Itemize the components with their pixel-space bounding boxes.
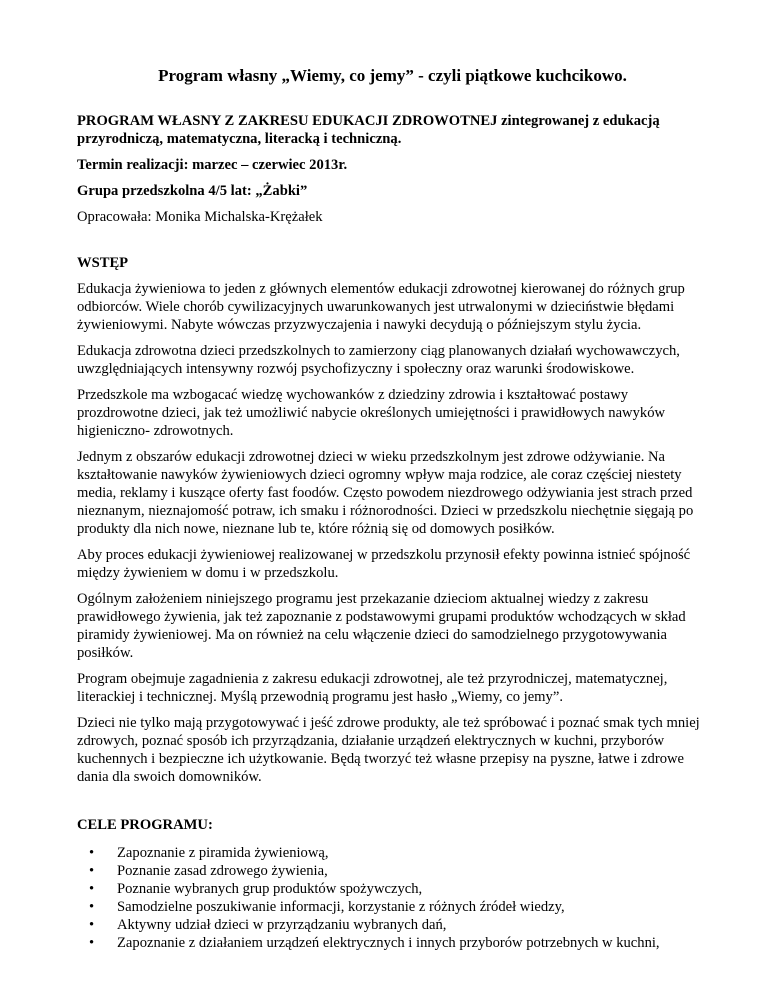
intro-heading: WSTĘP: [77, 255, 129, 271]
bullet-icon: •: [89, 899, 95, 915]
group-line: Grupa przedszkolna 4/5 lat: „Żabki”: [77, 183, 308, 199]
list-item: [89, 862, 708, 880]
document-title: Program własny „Wiemy, co jemy” - czyli piątkowe kuchcikowo.: [158, 66, 627, 85]
goals-heading: CELE PROGRAMU:: [77, 817, 213, 833]
bullet-icon: •: [89, 863, 95, 879]
bullet-icon: •: [89, 917, 95, 933]
program-line: PROGRAM WŁASNY Z ZAKRESU EDUKACJI ZDROWOTNEJ zintegrowanej z edukacją przyrodniczą, matematyczna, literacką i techniczną.: [77, 113, 660, 147]
paragraph: Przedszkole ma wzbogacać wiedzę wychowanków z dziedziny zdrowia i kształtować postawy prozdrowotne dzieci, jak też umożliwić nabycie określonych umiejętności i prawidłowych nawyków higieniczno- zdrowotnych.: [77, 387, 666, 439]
list-item: [89, 934, 708, 952]
paragraph: Jednym z obszarów edukacji zdrowotnej dzieci w wieku przedszkolnym jest zdrowe odżywianie. Na kształtowanie nawyków żywieniowych dzieci ogromny wpływ maja rodzice, ale coraz częściej niestety media, reklamy i kuszące oferty fast foodów. Często powodem niezdrowego odżywiania jest strach przed nieznanym, nieznajomość potraw, ich smaku i różnorodności. Dzieci w przedszkolu niechętnie sięgają po produkty dla nich nowe, nieznane lub te, które różnią się od domowych posiłków.: [77, 449, 694, 537]
list-item: [89, 898, 708, 916]
goal-text: Samodzielne poszukiwanie informacji, korzystanie z różnych źródeł wiedzy,: [117, 899, 565, 915]
intro-section: [77, 280, 708, 786]
paragraph: Program obejmuje zagadnienia z zakresu edukacji zdrowotnej, ale też przyrodniczej, matematycznej, literackiej i technicznej. Myślą przewodnią programu jest hasło „Wiemy, co jemy”.: [77, 671, 668, 705]
paragraph: Edukacja żywieniowa to jeden z głównych elementów edukacji zdrowotnej kierowanej do różnych grup odbiorców. Wiele chorób cywilizacyjnych uwarunkowanych jest utrwalonymi w dzieciństwie błędami żywieniowymi. Nabyte wówczas przyzwyczajenia i nawyki decydują o późniejszym stylu życia.: [77, 281, 685, 333]
goals-list: [77, 844, 708, 952]
term-line: Termin realizacji: marzec – czerwiec 2013r.: [77, 157, 348, 173]
goal-text: Zapoznanie z działaniem urządzeń elektrycznych i innych przyborów potrzebnych w kuchni,: [117, 935, 660, 951]
list-item: [89, 916, 708, 934]
paragraph: Dzieci nie tylko mają przygotowywać i jeść zdrowe produkty, ale też spróbować i poznać smak tych mniej zdrowych, poznać sposób ich przyrządzania, działanie urządzeń elektrycznych w kuchni, przyborów kuchennych i bezpieczne ich użytkowanie. Będą tworzyć też własne przepisy na pyszne, łatwe i zdrowe dania dla swoich domowników.: [77, 715, 700, 785]
bullet-icon: •: [89, 935, 95, 951]
goal-text: Zapoznanie z piramida żywieniową,: [117, 845, 329, 861]
paragraph: Ogólnym założeniem niniejszego programu jest przekazanie dzieciom aktualnej wiedzy z zakresu prawidłowego żywienia, jak też zapoznanie z podstawowymi grupami produktów wchodzących w skład piramidy żywieniowej. Ma on również na celu włączenie dzieci do samodzielnego przygotowywania posiłków.: [77, 591, 686, 661]
goal-text: Poznanie wybranych grup produktów spożywczych,: [117, 881, 423, 897]
list-item: [89, 880, 708, 898]
paragraph: Aby proces edukacji żywieniowej realizowanej w przedszkolu przynosił efekty powinna istnieć spójność między żywieniem w domu i w przedszkolu.: [77, 547, 691, 581]
bullet-icon: •: [89, 845, 95, 861]
goal-text: Poznanie zasad zdrowego żywienia,: [117, 863, 328, 879]
goal-text: Aktywny udział dzieci w przyrządzaniu wybranych dań,: [117, 917, 447, 933]
author-line: Opracowała: Monika Michalska-Krężałek: [77, 209, 323, 225]
list-item: [89, 844, 708, 862]
paragraph: Edukacja zdrowotna dzieci przedszkolnych to zamierzony ciąg planowanych działań wychowawczych, uwzględniających intensywny rozwój psychofizyczny i społeczny oraz warunki środowiskowe.: [77, 343, 680, 377]
bullet-icon: •: [89, 881, 95, 897]
